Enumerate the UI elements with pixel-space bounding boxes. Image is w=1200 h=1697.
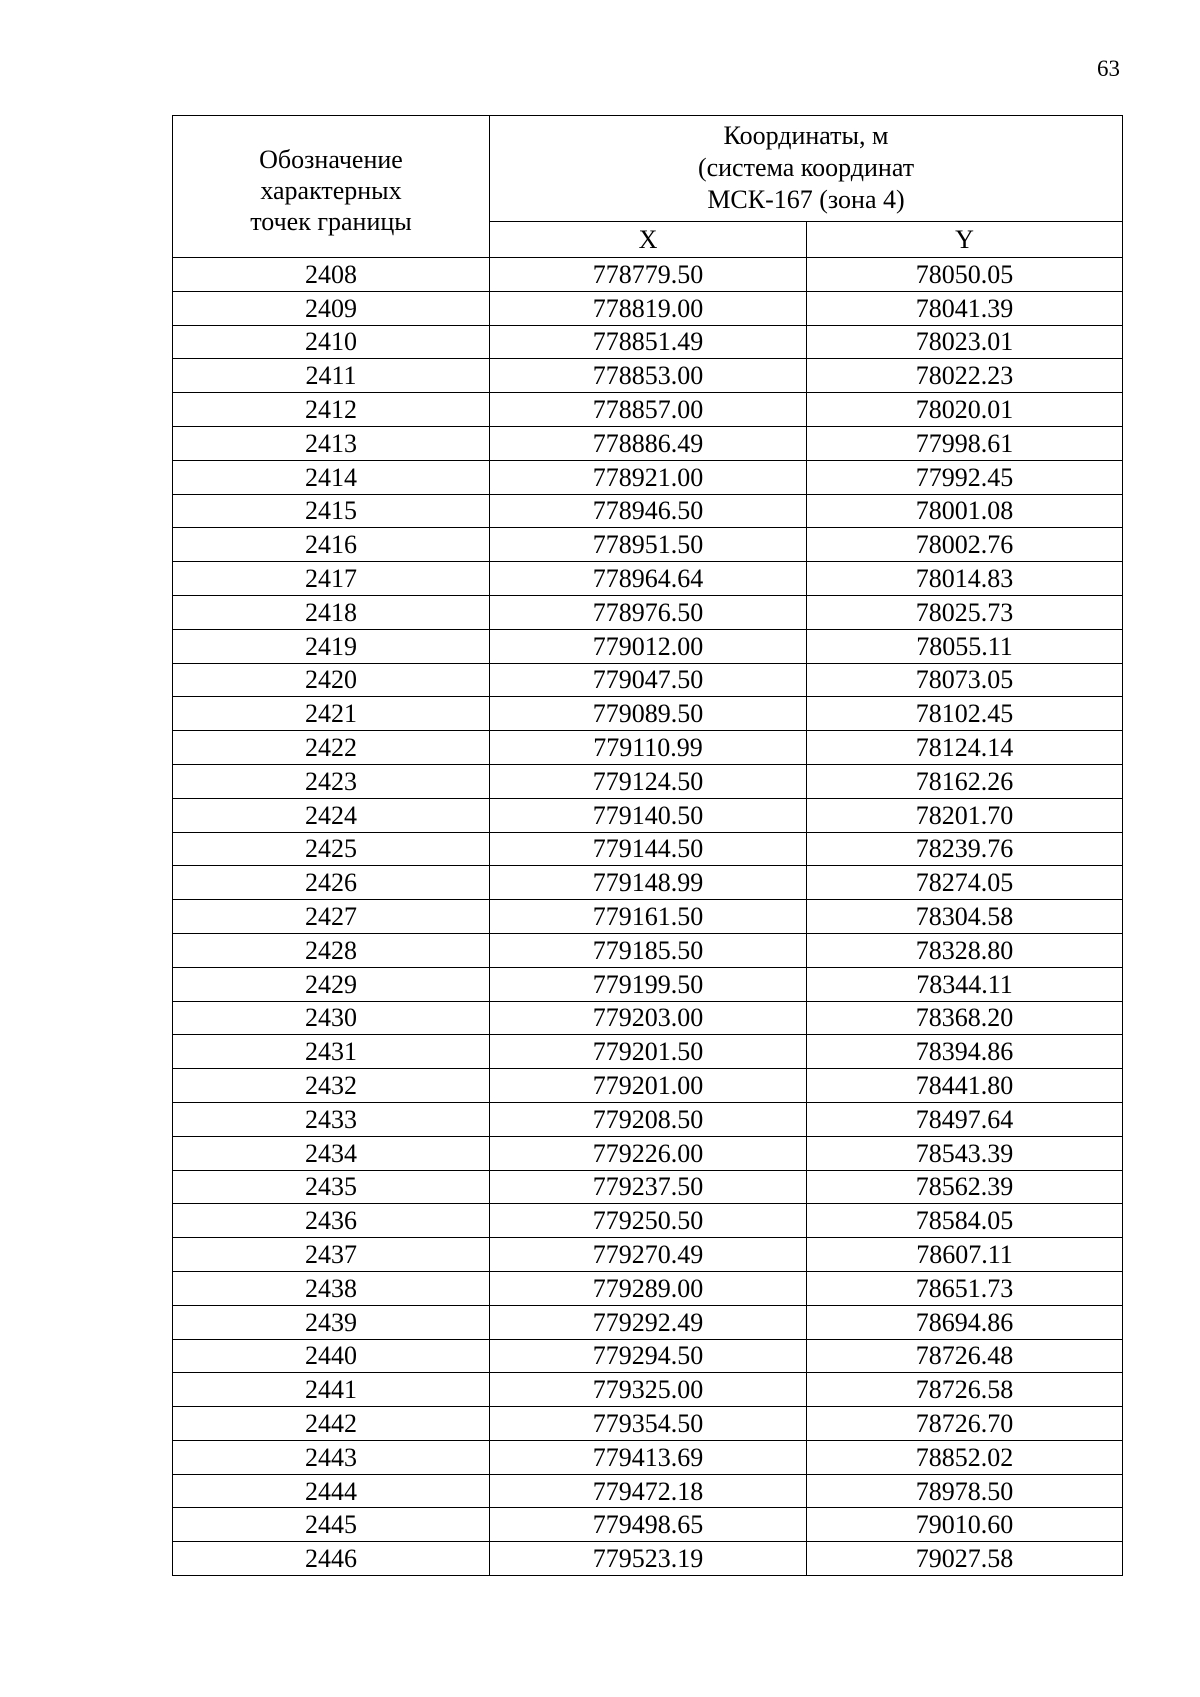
x-cell: 779208.50	[490, 1102, 807, 1136]
y-cell: 78041.39	[807, 291, 1123, 325]
table-row	[173, 1102, 1123, 1136]
table-row	[173, 663, 1123, 697]
table-row	[173, 258, 1123, 292]
point-cell: 2432	[173, 1069, 490, 1103]
point-cell: 2424	[173, 798, 490, 832]
table-row	[173, 1508, 1123, 1542]
table-row	[173, 1542, 1123, 1576]
header-y: Y	[807, 221, 1123, 257]
x-cell: 779089.50	[490, 697, 807, 731]
header-point-line: точек границы	[250, 207, 412, 236]
x-cell: 778964.64	[490, 562, 807, 596]
x-cell: 779124.50	[490, 764, 807, 798]
table-row	[173, 798, 1123, 832]
table-row	[173, 1407, 1123, 1441]
x-cell: 779201.50	[490, 1035, 807, 1069]
table-row	[173, 1136, 1123, 1170]
y-cell: 78050.05	[807, 258, 1123, 292]
y-cell: 78073.05	[807, 663, 1123, 697]
y-cell: 78124.14	[807, 731, 1123, 765]
y-cell: 78584.05	[807, 1204, 1123, 1238]
point-cell: 2422	[173, 731, 490, 765]
point-cell: 2421	[173, 697, 490, 731]
y-cell: 78978.50	[807, 1474, 1123, 1508]
x-cell: 779354.50	[490, 1407, 807, 1441]
table-row	[173, 291, 1123, 325]
x-cell: 779185.50	[490, 933, 807, 967]
point-cell: 2443	[173, 1440, 490, 1474]
point-cell: 2433	[173, 1102, 490, 1136]
point-cell: 2439	[173, 1305, 490, 1339]
y-cell: 78694.86	[807, 1305, 1123, 1339]
y-cell: 78002.76	[807, 528, 1123, 562]
table-row	[173, 900, 1123, 934]
point-cell: 2413	[173, 426, 490, 460]
point-cell: 2445	[173, 1508, 490, 1542]
point-cell: 2420	[173, 663, 490, 697]
y-cell: 78020.01	[807, 393, 1123, 427]
header-coords-line: Координаты, м	[723, 121, 889, 151]
x-cell: 778851.49	[490, 325, 807, 359]
header-point-designation	[173, 116, 490, 258]
y-cell: 78394.86	[807, 1035, 1123, 1069]
table-row	[173, 933, 1123, 967]
table-row	[173, 1305, 1123, 1339]
table-row	[173, 393, 1123, 427]
table-row	[173, 595, 1123, 629]
x-cell: 778921.00	[490, 460, 807, 494]
table-row	[173, 1170, 1123, 1204]
header-coords-line: МСК-167 (зона 4)	[707, 185, 905, 215]
header-row	[173, 116, 1123, 222]
table-row	[173, 325, 1123, 359]
point-cell: 2430	[173, 1001, 490, 1035]
table-row	[173, 764, 1123, 798]
x-cell: 779237.50	[490, 1170, 807, 1204]
point-cell: 2438	[173, 1271, 490, 1305]
x-cell: 778886.49	[490, 426, 807, 460]
x-cell: 778857.00	[490, 393, 807, 427]
header-x: X	[490, 221, 807, 257]
page-number: 63	[1097, 56, 1120, 81]
point-cell: 2423	[173, 764, 490, 798]
table-row	[173, 1271, 1123, 1305]
point-cell: 2431	[173, 1035, 490, 1069]
x-cell: 779144.50	[490, 832, 807, 866]
y-cell: 78001.08	[807, 494, 1123, 528]
x-cell: 778779.50	[490, 258, 807, 292]
y-cell: 78201.70	[807, 798, 1123, 832]
point-cell: 2435	[173, 1170, 490, 1204]
point-cell: 2415	[173, 494, 490, 528]
point-cell: 2417	[173, 562, 490, 596]
table-row	[173, 1440, 1123, 1474]
x-cell: 778819.00	[490, 291, 807, 325]
table-row	[173, 426, 1123, 460]
y-cell: 78025.73	[807, 595, 1123, 629]
table-row	[173, 1001, 1123, 1035]
y-cell: 78022.23	[807, 359, 1123, 393]
table-row	[173, 562, 1123, 596]
x-cell: 779199.50	[490, 967, 807, 1001]
y-cell: 78055.11	[807, 629, 1123, 663]
y-cell: 78726.48	[807, 1339, 1123, 1373]
y-cell: 79010.60	[807, 1508, 1123, 1542]
x-cell: 779047.50	[490, 663, 807, 697]
table-row	[173, 1238, 1123, 1272]
x-cell: 778946.50	[490, 494, 807, 528]
x-cell: 779292.49	[490, 1305, 807, 1339]
table-row	[173, 1069, 1123, 1103]
y-cell: 78162.26	[807, 764, 1123, 798]
table-row	[173, 731, 1123, 765]
point-cell: 2414	[173, 460, 490, 494]
point-cell: 2426	[173, 866, 490, 900]
x-cell: 779148.99	[490, 866, 807, 900]
table-row	[173, 629, 1123, 663]
x-cell: 779325.00	[490, 1373, 807, 1407]
point-cell: 2442	[173, 1407, 490, 1441]
x-cell: 779226.00	[490, 1136, 807, 1170]
table-row	[173, 494, 1123, 528]
point-cell: 2437	[173, 1238, 490, 1272]
y-cell: 78562.39	[807, 1170, 1123, 1204]
x-cell: 779161.50	[490, 900, 807, 934]
y-cell: 78328.80	[807, 933, 1123, 967]
x-cell: 779250.50	[490, 1204, 807, 1238]
point-cell: 2412	[173, 393, 490, 427]
y-cell: 77992.45	[807, 460, 1123, 494]
table-row	[173, 1339, 1123, 1373]
x-cell: 779472.18	[490, 1474, 807, 1508]
y-cell: 78726.58	[807, 1373, 1123, 1407]
y-cell: 78852.02	[807, 1440, 1123, 1474]
y-cell: 78651.73	[807, 1271, 1123, 1305]
x-cell: 778951.50	[490, 528, 807, 562]
point-cell: 2434	[173, 1136, 490, 1170]
y-cell: 78014.83	[807, 562, 1123, 596]
x-cell: 779498.65	[490, 1508, 807, 1542]
x-cell: 778853.00	[490, 359, 807, 393]
y-cell: 79027.58	[807, 1542, 1123, 1576]
point-cell: 2428	[173, 933, 490, 967]
header-point-line: характерных	[260, 176, 402, 205]
x-cell: 779294.50	[490, 1339, 807, 1373]
y-cell: 77998.61	[807, 426, 1123, 460]
x-cell: 779012.00	[490, 629, 807, 663]
y-cell: 78274.05	[807, 866, 1123, 900]
point-cell: 2416	[173, 528, 490, 562]
x-cell: 779140.50	[490, 798, 807, 832]
y-cell: 78497.64	[807, 1102, 1123, 1136]
table-row	[173, 528, 1123, 562]
y-cell: 78441.80	[807, 1069, 1123, 1103]
table-body	[173, 258, 1123, 1576]
x-cell: 778976.50	[490, 595, 807, 629]
y-cell: 78304.58	[807, 900, 1123, 934]
header-coords-line: (система координат	[697, 153, 915, 183]
table-row	[173, 967, 1123, 1001]
point-cell: 2429	[173, 967, 490, 1001]
x-cell: 779110.99	[490, 731, 807, 765]
table-row	[173, 460, 1123, 494]
point-cell: 2419	[173, 629, 490, 663]
point-cell: 2418	[173, 595, 490, 629]
point-cell: 2441	[173, 1373, 490, 1407]
y-cell: 78023.01	[807, 325, 1123, 359]
x-cell: 779270.49	[490, 1238, 807, 1272]
x-cell: 779413.69	[490, 1440, 807, 1474]
point-cell: 2411	[173, 359, 490, 393]
header-coordinates	[490, 116, 1123, 222]
x-cell: 779289.00	[490, 1271, 807, 1305]
table-row	[173, 1474, 1123, 1508]
y-cell: 78239.76	[807, 832, 1123, 866]
point-cell: 2446	[173, 1542, 490, 1576]
table-header	[173, 116, 1123, 258]
table-row	[173, 1204, 1123, 1238]
y-cell: 78543.39	[807, 1136, 1123, 1170]
point-cell: 2436	[173, 1204, 490, 1238]
table-row	[173, 1035, 1123, 1069]
point-cell: 2440	[173, 1339, 490, 1373]
point-cell: 2427	[173, 900, 490, 934]
table-row	[173, 1373, 1123, 1407]
table-row	[173, 359, 1123, 393]
point-cell: 2444	[173, 1474, 490, 1508]
y-cell: 78102.45	[807, 697, 1123, 731]
x-cell: 779203.00	[490, 1001, 807, 1035]
y-cell: 78607.11	[807, 1238, 1123, 1272]
table-row	[173, 866, 1123, 900]
point-cell: 2408	[173, 258, 490, 292]
point-cell: 2425	[173, 832, 490, 866]
point-cell: 2410	[173, 325, 490, 359]
point-cell: 2409	[173, 291, 490, 325]
y-cell: 78368.20	[807, 1001, 1123, 1035]
y-cell: 78344.11	[807, 967, 1123, 1001]
y-cell: 78726.70	[807, 1407, 1123, 1441]
header-point-line: Обозначение	[259, 145, 403, 174]
table-row	[173, 832, 1123, 866]
x-cell: 779523.19	[490, 1542, 807, 1576]
x-cell: 779201.00	[490, 1069, 807, 1103]
table-row	[173, 697, 1123, 731]
coordinates-table	[172, 115, 1123, 1576]
